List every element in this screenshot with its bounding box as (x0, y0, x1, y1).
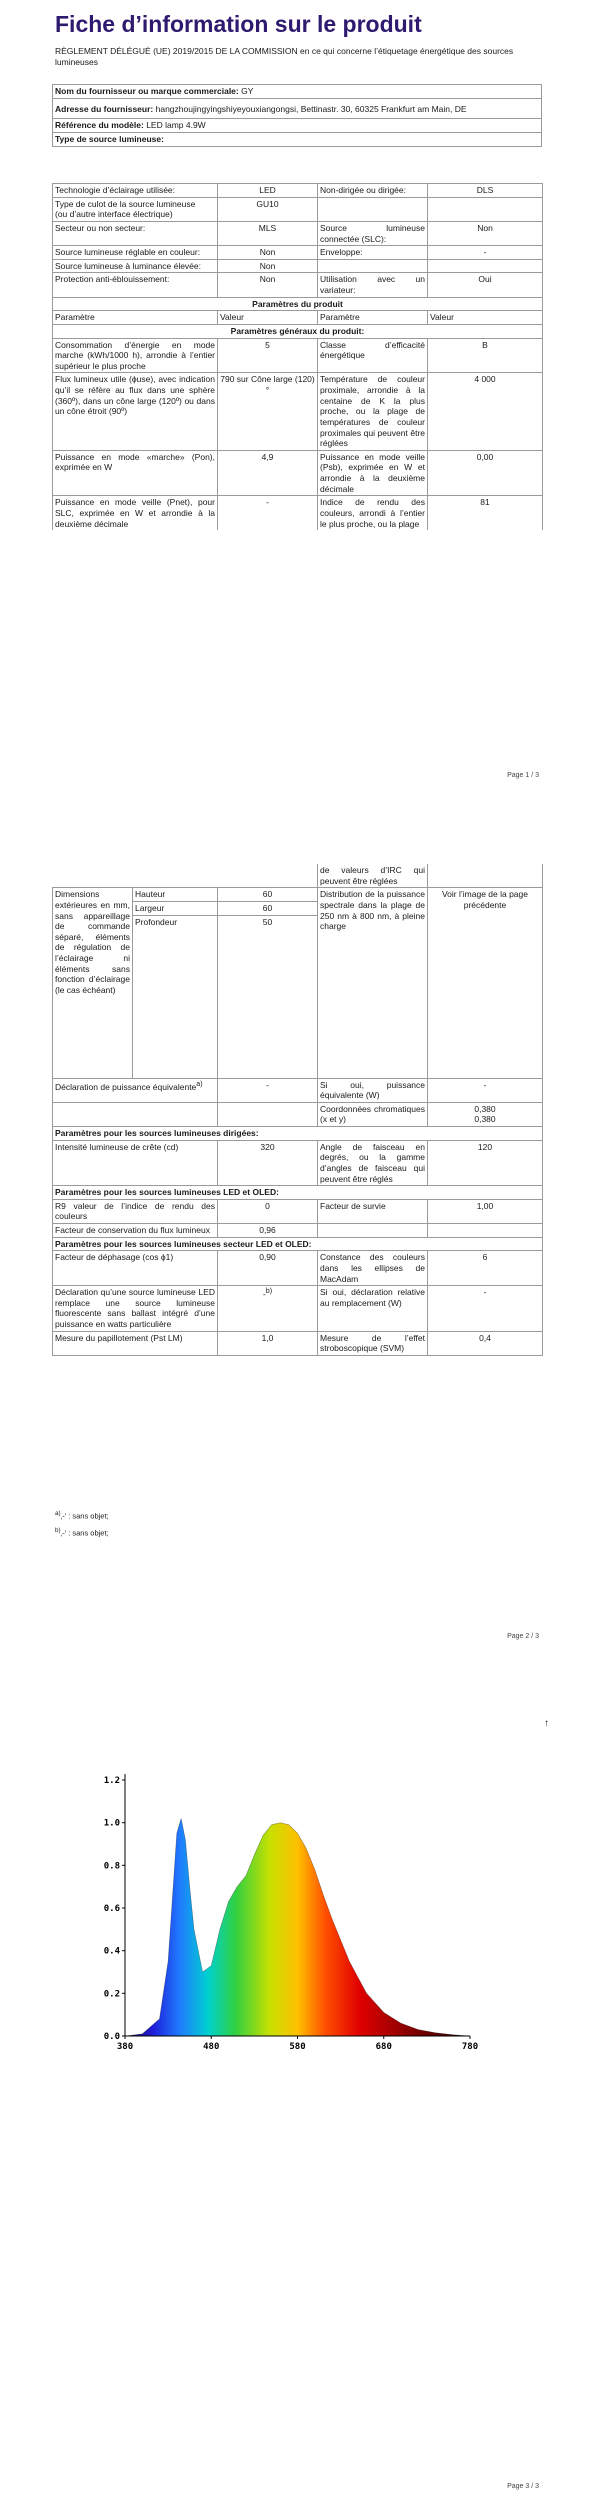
depth-value: 50 (218, 915, 318, 1078)
footnote-b-ref: b) (265, 1287, 273, 1296)
equivalent-power-value: - (428, 1078, 543, 1102)
energy-value: 5 (218, 338, 318, 373)
cap-label: Type de culot de la source lumineuse (55, 198, 196, 209)
cri-continued: de valeurs d’IRC qui peuvent être réglées (318, 864, 428, 888)
width-value: 60 (218, 901, 318, 915)
networked-standby-value: - (218, 496, 318, 530)
cap-value: GU10 (218, 197, 318, 221)
x-tick-label: 480 (203, 2042, 220, 2052)
r9-label: R9 valeur de l’indice de rendu des couleurs (53, 1199, 218, 1223)
spd-value: Voir l’image de la page précédente (428, 888, 543, 1078)
regulation-text: RÈGLEMENT DÉLÉGUÉ (UE) 2019/2015 DE LA COMMISSION en ce qui concerne l’étiquetage énergétique des sources lumineuses (55, 46, 514, 67)
y-tick-label: 0.6 (103, 1904, 120, 1914)
chromaticity-label: Coordonnées chromatiques (x et y) (318, 1102, 428, 1126)
x-tick-label: 580 (289, 2042, 306, 2052)
x-tick-label: 380 (116, 2042, 134, 2052)
stroboscopic-label: Mesure de l’effet stroboscopique (SVM) (318, 1331, 428, 1355)
col-value-header-2: Valeur (428, 311, 543, 325)
cri-value: 81 (428, 496, 543, 530)
networked-standby-label: Puissance en mode veille (Pnet), pour SLC, exprimée en W et arrondie à la deuxième décimale (53, 496, 218, 530)
equivalent-claim-value: - (218, 1078, 318, 1102)
corner-mark: ↑ (544, 1718, 549, 1729)
supplier-name-label: Nom du fournisseur ou marque commerciale: (55, 86, 239, 96)
page-number: Page 1 / 3 (507, 772, 539, 779)
maintenance-label: Facteur de conservation du flux lumineux (53, 1224, 218, 1238)
width-label: Largeur (133, 901, 218, 915)
page-1 (0, 0, 591, 800)
stroboscopic-value: 0,4 (428, 1331, 543, 1355)
empty-cell (428, 197, 543, 221)
empty-cell (428, 864, 543, 888)
standby-power-value: 0,00 (428, 450, 543, 496)
equivalent-power-label: Si oui, puissance équivalente (W) (318, 1078, 428, 1102)
energy-label: Consommation d’énergie en mode marche (kWh/1000 h), arrondie à l’entier supérieur le plus proche (53, 338, 218, 373)
cri-label: Indice de rendu des couleurs, arrondi à l’entier le plus proche, ou la plage (318, 496, 428, 530)
footnote-b-mark: b) (55, 1527, 61, 1534)
peak-intensity-label: Intensité lumineuse de crête (cd) (53, 1140, 218, 1186)
flicker-label: Mesure du papillotement (Pst LM) (53, 1331, 218, 1355)
high-luminance-value: Non (218, 259, 318, 273)
chromaticity-x: 0,380 (474, 1103, 496, 1114)
supplier-name-cell (53, 85, 542, 99)
equivalent-claim-cell (53, 1078, 218, 1102)
mains-label: Secteur ou non secteur: (53, 221, 218, 245)
chart-plot-area (104, 1774, 478, 2052)
col-value-header: Valeur (218, 311, 318, 325)
footnote-a (55, 1510, 109, 1521)
spd-label: Distribution de la puissance spectrale dans la plage de 250 nm à 800 nm, à pleine charge (318, 888, 428, 1078)
y-tick-label: 0.4 (103, 1946, 120, 1957)
footnote-a-ref: a) (196, 1079, 203, 1088)
source-type-header: Type de source lumineuse: (53, 132, 542, 146)
envelope-value: - (428, 246, 543, 260)
chromaticity-y: 0,380 (474, 1114, 496, 1125)
x-tick-label: 780 (461, 2042, 479, 2052)
equivalent-claim-label: Déclaration de puissance équivalente (55, 1081, 197, 1092)
r9-value: 0 (218, 1199, 318, 1223)
macadam-value: 6 (428, 1251, 543, 1286)
depth-label: Profondeur (133, 915, 218, 1078)
anti-glare-value: Non (218, 273, 318, 297)
general-header: Paramètres généraux du produit: (53, 324, 543, 338)
source-type-table (52, 183, 543, 530)
mains-led-header: Paramètres pour les sources lumineuses secteur LED et OLED: (53, 1237, 543, 1251)
page-title: Fiche d’information sur le produit (55, 11, 422, 37)
technology-label: Technologie d’éclairage utilisée: (53, 184, 218, 198)
params-table-continued (52, 864, 543, 1356)
displacement-value: 0,90 (218, 1251, 318, 1286)
y-tick-label: 0.2 (103, 1989, 120, 2000)
technology-value: LED (218, 184, 318, 198)
supplier-table (52, 84, 542, 147)
survival-label: Facteur de survie (318, 1199, 428, 1223)
high-luminance-label: Source lumineuse à luminance élevée: (53, 259, 218, 273)
empty-cell (428, 259, 543, 273)
height-label: Hauteur (133, 888, 218, 902)
non-directed-label: Non-dirigée ou dirigée: (318, 184, 428, 198)
peak-intensity-value: 320 (218, 1140, 318, 1186)
spectrum-area (125, 1818, 470, 2036)
survival-value: 1,00 (428, 1199, 543, 1223)
y-tick-label: 0.8 (103, 1861, 120, 1872)
led-header: Paramètres pour les sources lumineuses LED et OLED: (53, 1186, 543, 1200)
empty-cell (318, 1224, 428, 1238)
non-directed-value: DLS (428, 184, 543, 198)
dimmable-value: Oui (428, 273, 543, 297)
mains-value: MLS (218, 221, 318, 245)
spectral-power-chart (85, 1760, 485, 2060)
empty-cell (218, 1102, 318, 1126)
chromaticity-values (428, 1102, 543, 1126)
footnote-a-mark: a) (55, 1510, 61, 1517)
supplier-address-cell (53, 98, 542, 119)
fluorescent-value-cell (218, 1286, 318, 1332)
y-tick-label: 1.0 (103, 1818, 120, 1829)
cap-label-cell (53, 197, 218, 221)
y-tick-label: 1.2 (103, 1776, 120, 1786)
footnote-b-text: ‚-’ : sans objet; (60, 1528, 109, 1538)
empty-cell (428, 1224, 543, 1238)
empty-cell (318, 259, 428, 273)
params-header: Paramètres du produit (53, 297, 543, 311)
macadam-label: Constance des couleurs dans les ellipses de MacAdam (318, 1251, 428, 1286)
supplier-address-value: hangzhoujingyingshiyeyouxiangongsi, Bettinastr. 30, 60325 Frankfurt am Main, DE (155, 103, 467, 114)
y-tick-label: 0.0 (103, 2032, 120, 2042)
replace-power-value: - (428, 1286, 543, 1332)
page-3 (0, 1700, 591, 2510)
page-number: Page 2 / 3 (507, 1633, 539, 1640)
cap-sub-label: (ou d’autre interface électrique) (55, 209, 173, 220)
height-value: 60 (218, 888, 318, 902)
empty-cell (53, 1102, 218, 1126)
connected-label: Source lumineuse connectée (SLC): (318, 221, 428, 245)
beam-angle-value: 120 (428, 1140, 543, 1186)
on-power-value: 4,9 (218, 450, 318, 496)
flux-value: 790 sur Cône large (120)° (218, 373, 318, 450)
x-tick-label: 680 (375, 2042, 392, 2052)
fluorescent-value: - (262, 1288, 266, 1299)
empty-cell (318, 197, 428, 221)
model-cell (53, 119, 542, 133)
on-power-label: Puissance en mode «marche» (Pon), exprimée en W (53, 450, 218, 496)
model-value: LED lamp 4.9W (146, 120, 206, 131)
beam-angle-label: Angle de faisceau en degrés, ou la gamme d’angles de faisceau qui peuvent être réglés (318, 1140, 428, 1186)
connected-value: Non (428, 221, 543, 245)
efficiency-class-label: Classe d’efficacité énergétique (318, 338, 428, 373)
footnote-a-text: ‚-’ : sans objet; (60, 1511, 109, 1521)
supplier-address-label: Adresse du fournisseur: (55, 103, 154, 114)
col-param-header: Paramètre (53, 311, 218, 325)
col-param-header-2: Paramètre (318, 311, 428, 325)
anti-glare-label: Protection anti-éblouissement: (53, 273, 218, 297)
page-number: Page 3 / 3 (507, 2483, 539, 2490)
displacement-label: Facteur de déphasage (cos ϕ1) (53, 1251, 218, 1286)
empty-cell (53, 864, 318, 888)
replace-power-label: Si oui, déclaration relative au remplacement (W) (318, 1286, 428, 1332)
flicker-value: 1,0 (218, 1331, 318, 1355)
cct-value: 4 000 (428, 373, 543, 450)
colour-tunable-label: Source lumineuse réglable en couleur: (53, 246, 218, 260)
fluorescent-label: Déclaration qu’une source lumineuse LED remplace une source lumineuse fluorescente sans ballast intégré d’une puissance en watts particulière (53, 1286, 218, 1332)
standby-power-label: Puissance en mode veille (Psb), exprimée en W et arrondie à la deuxième décimale (318, 450, 428, 496)
envelope-label: Enveloppe: (318, 246, 428, 260)
footnote-b (55, 1527, 109, 1538)
efficiency-class-value: B (428, 338, 543, 373)
dimmable-label: Utilisation avec un variateur: (318, 273, 428, 297)
cct-label: Température de couleur proximale, arrondie à la centaine de K la plus proche, ou la plage de températures de couleur proximales qui peuvent être réglées (318, 373, 428, 450)
maintenance-value: 0,96 (218, 1224, 318, 1238)
page-2 (0, 860, 591, 1660)
model-label: Référence du modèle: (55, 120, 144, 131)
dims-label: Dimensions extérieures en mm, sans appareillage de commande séparé, éléments de régulation de l’éclairage ni éléments sans fonction d’éclairage (le cas échéant) (53, 888, 133, 1078)
colour-tunable-value: Non (218, 246, 318, 260)
flux-label: Flux lumineux utile (ϕuse), avec indication qu’il se réfère au flux dans une sphère (360º), dans un cône large (120º) ou dans un cône étroit (90º) (53, 373, 218, 450)
supplier-name-value: GY (241, 86, 254, 96)
directional-header: Paramètres pour les sources lumineuses dirigées: (53, 1127, 543, 1141)
